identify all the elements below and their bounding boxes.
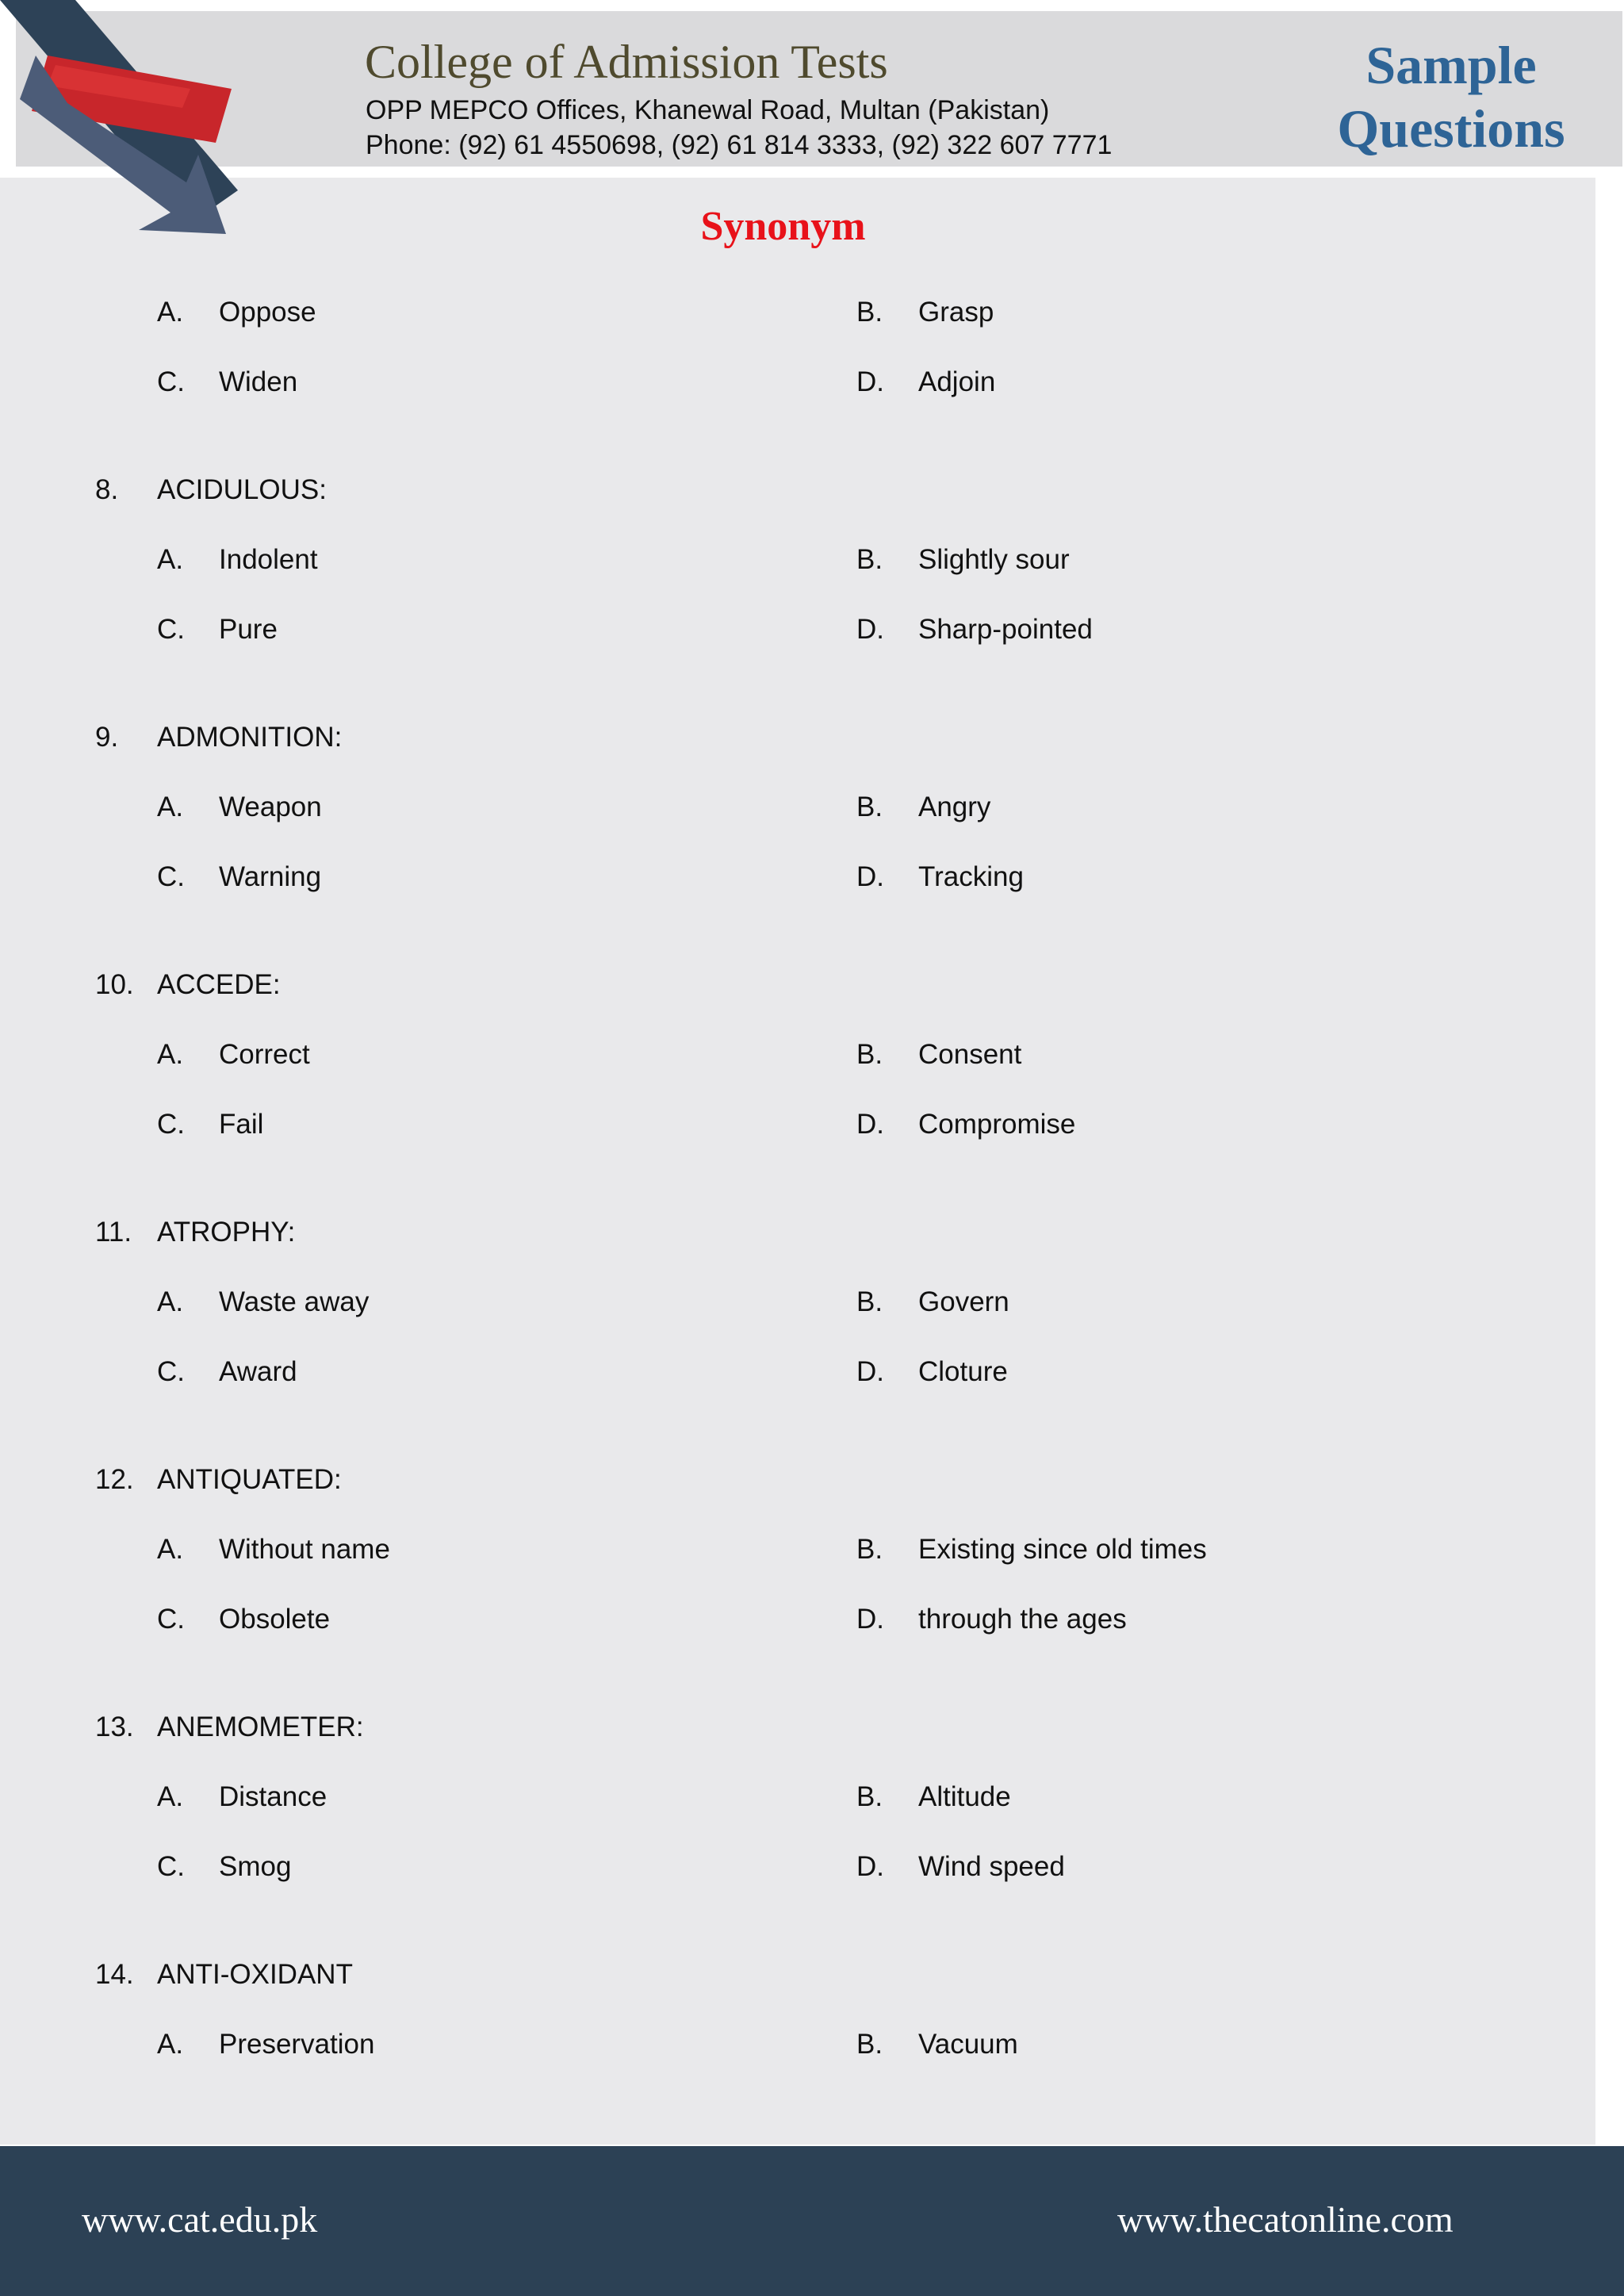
page-header — [16, 11, 1622, 167]
option-text: Slightly sour — [918, 544, 1070, 575]
option-text: Award — [219, 1356, 297, 1387]
option-text: Existing since old times — [918, 1534, 1207, 1565]
org-phone: Phone: (92) 61 4550698, (92) 61 814 3333, (92) 322 607 7771 — [366, 130, 1113, 160]
option-letter: C. — [157, 614, 185, 645]
badge-line-1: Sample — [1365, 35, 1537, 95]
option-text: Weapon — [219, 792, 322, 822]
question-number: 11. — [95, 1217, 132, 1248]
sample-questions-badge — [1285, 33, 1618, 160]
question-number: 10. — [95, 969, 134, 1000]
option-letter: C. — [157, 1356, 185, 1387]
option-text: Altitude — [918, 1781, 1011, 1812]
option-text: Sharp-pointed — [918, 614, 1093, 645]
option-letter: B. — [856, 1534, 883, 1565]
question-number: 13. — [95, 1711, 134, 1742]
option-letter: C. — [157, 1604, 185, 1635]
option-letter: C. — [157, 366, 185, 397]
website-link-cat[interactable]: www.cat.edu.pk — [82, 2199, 318, 2240]
option-text: Adjoin — [918, 366, 996, 397]
website-link-thecatonline[interactable]: www.thecatonline.com — [1117, 2199, 1454, 2240]
option-text: Compromise — [918, 1109, 1076, 1140]
org-address: OPP MEPCO Offices, Khanewal Road, Multan (Pakistan) — [366, 95, 1050, 125]
question-word: ADMONITION: — [157, 722, 343, 753]
option-letter: D. — [856, 1356, 884, 1387]
option-letter: D. — [856, 861, 884, 892]
option-text: Pure — [219, 614, 278, 645]
question-word: ANEMOMETER: — [157, 1711, 364, 1742]
option-letter: A. — [157, 1781, 184, 1812]
question-word: ANTI-OXIDANT — [157, 1959, 353, 1990]
page-footer — [0, 2146, 1624, 2296]
option-letter: A. — [157, 1534, 184, 1565]
question-word: ATROPHY: — [157, 1217, 296, 1248]
option-text: Vacuum — [918, 2029, 1018, 2060]
option-letter: D. — [856, 614, 884, 645]
org-name: College of Admission Tests — [365, 36, 888, 88]
option-letter: C. — [157, 1109, 185, 1140]
option-text: Govern — [918, 1286, 1009, 1317]
question-word: ANTIQUATED: — [157, 1464, 342, 1495]
option-text: Cloture — [918, 1356, 1008, 1387]
option-text: Grasp — [918, 297, 994, 328]
option-letter: A. — [157, 1039, 184, 1070]
option-letter: A. — [157, 1286, 184, 1317]
option-letter: D. — [856, 1109, 884, 1140]
option-letter: C. — [157, 1851, 185, 1882]
option-text: Consent — [918, 1039, 1022, 1070]
option-text: Waste away — [219, 1286, 370, 1317]
option-letter: B. — [856, 2029, 883, 2060]
option-text: Tracking — [918, 861, 1024, 892]
section-title: Synonym — [700, 204, 866, 249]
option-text: Indolent — [219, 544, 318, 575]
option-text: Preservation — [219, 2029, 375, 2060]
option-letter: A. — [157, 2029, 184, 2060]
option-text: Correct — [219, 1039, 310, 1070]
question-number: 8. — [95, 474, 119, 505]
question-number: 12. — [95, 1464, 134, 1495]
question-word: ACIDULOUS: — [157, 474, 327, 505]
question-number: 14. — [95, 1959, 134, 1990]
option-text: through the ages — [918, 1604, 1127, 1635]
option-letter: B. — [856, 1286, 883, 1317]
option-text: Fail — [219, 1109, 264, 1140]
option-letter: D. — [856, 366, 884, 397]
option-text: Obsolete — [219, 1604, 331, 1635]
option-text: Distance — [219, 1781, 327, 1812]
option-letter: D. — [856, 1604, 884, 1635]
question-number: 9. — [95, 722, 119, 753]
question-word: ACCEDE: — [157, 969, 281, 1000]
option-text: Widen — [219, 366, 298, 397]
badge-line-2: Questions — [1337, 98, 1565, 159]
arrow-logo-icon — [0, 0, 238, 246]
option-letter: A. — [157, 297, 184, 328]
option-letter: D. — [856, 1851, 884, 1882]
option-text: Smog — [219, 1851, 292, 1882]
option-letter: B. — [856, 1039, 883, 1070]
option-letter: B. — [856, 1781, 883, 1812]
question-sheet — [0, 178, 1595, 2145]
option-text: Angry — [918, 792, 991, 822]
option-text: Wind speed — [918, 1851, 1065, 1882]
option-letter: B. — [856, 792, 883, 822]
option-letter: B. — [856, 297, 883, 328]
option-text: Oppose — [219, 297, 316, 328]
option-letter: A. — [157, 792, 184, 822]
option-text: Without name — [219, 1534, 390, 1565]
option-letter: A. — [157, 544, 184, 575]
option-text: Warning — [219, 861, 322, 892]
option-letter: B. — [856, 544, 883, 575]
option-letter: C. — [157, 861, 185, 892]
